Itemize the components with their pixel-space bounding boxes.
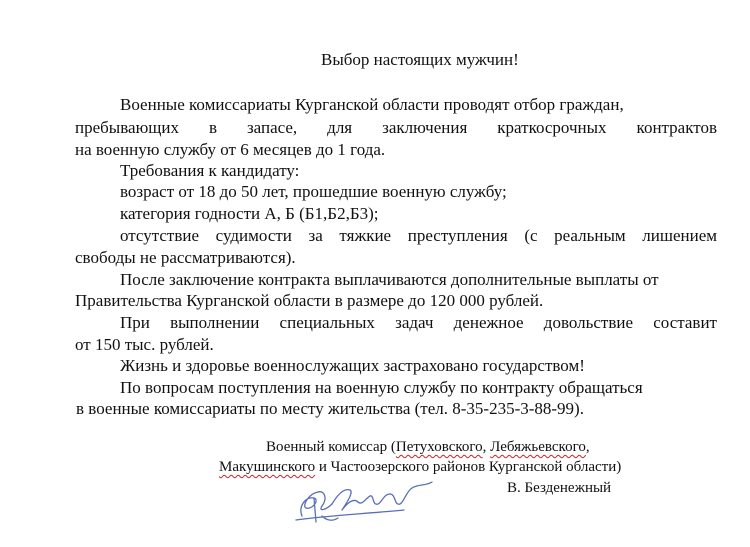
footer-line-1-end: , [585,439,590,455]
paragraph-3-line-2: от 150 тыс. рублей. [75,335,214,354]
footer-district-lebyazhyevsky: Лебяжьевского [490,439,586,455]
footer-line-2-rest: и Частоозерского районов Курганской области) [315,459,622,475]
footer-signer-name: В. Безденежный [507,480,612,496]
paragraph-1-line-1: Военные комиссариаты Курганской области проводят отбор граждан, [120,95,624,114]
requirement-record-line-1: отсутствие судимости за тяжкие преступления (с реальным лишением [120,226,717,245]
requirements-heading: Требования к кандидату: [120,161,300,180]
footer-district-petukhovsky: Петуховского [395,439,483,455]
requirement-record-line-2: свободы не рассматриваются). [75,248,296,267]
paragraph-4: Жизнь и здоровье военнослужащих застраховано государством! [120,356,585,375]
requirement-fitness: категория годности А, Б (Б1,Б2,Б3); [120,204,379,223]
footer-line-1 [266,438,590,456]
footer-separator: , [482,439,491,455]
paragraph-1-line-2: пребывающих в запасе, для заключения краткосрочных контрактов [75,118,717,137]
paragraph-5-line-2: в военные комиссариаты по месту жительства (тел. 8-35-235-3-88-99). [76,399,584,418]
footer-line-2 [219,458,621,476]
paragraph-5-line-1: По вопросам поступления на военную службу по контракту обращаться [120,378,643,397]
footer-prefix: Военный комиссар ( [266,439,396,455]
paragraph-3-line-1: При выполнении специальных задач денежное довольствие составит [120,313,717,332]
page-title: Выбор настоящих мужчин! [321,50,519,69]
requirement-age: возраст от 18 до 50 лет, прошедшие военную службу; [120,182,507,201]
handwritten-signature [292,476,437,526]
paragraph-2-line-2: Правительства Курганской области в размере до 120 000 рублей. [75,291,544,310]
paragraph-1-line-3: на военную службу от 6 месяцев до 1 года. [75,140,386,159]
paragraph-2-line-1: После заключение контракта выплачиваются дополнительные выплаты от [120,270,659,289]
footer-district-makushinsky: Макушинского [219,459,316,475]
